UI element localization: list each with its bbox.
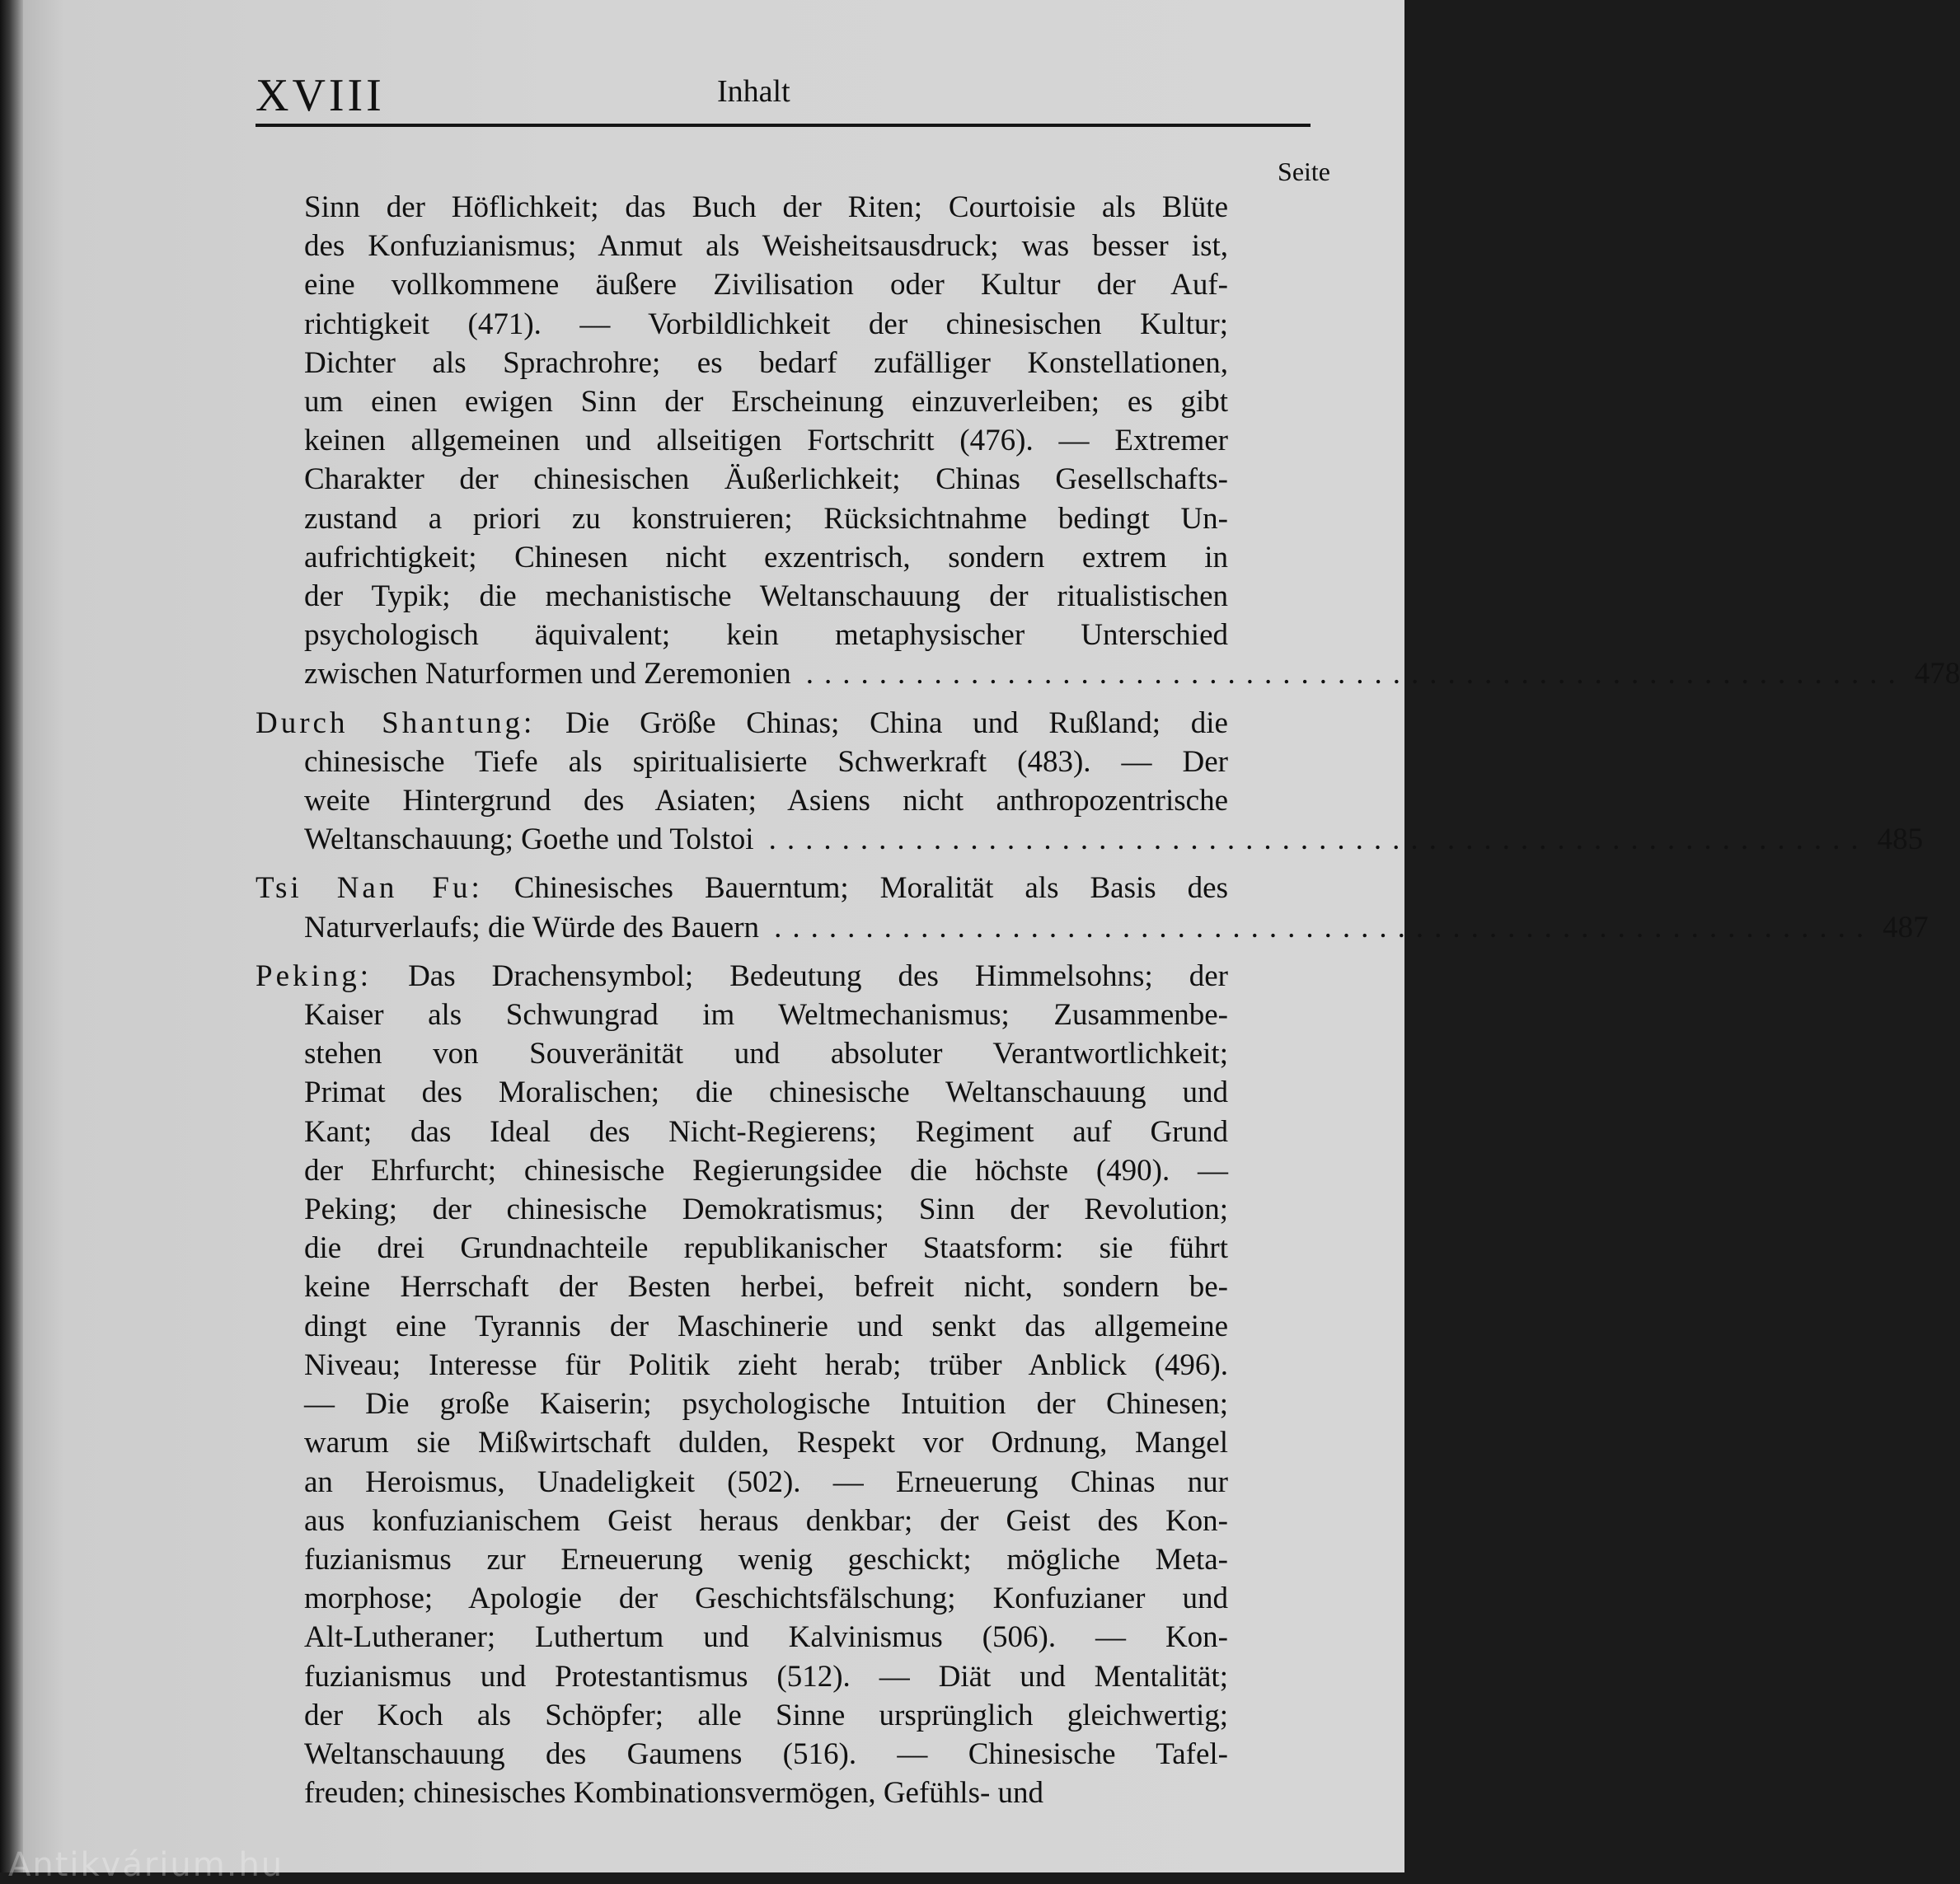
- toc-line: Tsi Nan Fu: Chinesisches Bauerntum; Moralität als Basis des: [256, 871, 1228, 906]
- toc-line-with-page: Naturverlaufs; die Würde des Bauern ............................................................ 487: [256, 908, 1314, 947]
- toc-line: der Typik; die mechanistische Weltanschauung der ritualistischen: [304, 579, 1228, 614]
- toc-line: zustand a priori zu konstruieren; Rücksichtnahme bedingt Un-: [304, 501, 1228, 536]
- toc-line: stehen von Souveränität und absoluter Verantwortlichkeit;: [304, 1037, 1228, 1071]
- toc-line: Peking: Das Drachensymbol; Bedeutung des Himmelsohns; der: [256, 958, 1228, 993]
- toc-line: des Konfuzianismus; Anmut als Weisheitsausdruck; was besser ist,: [304, 229, 1228, 264]
- toc-line: eine vollkommene äußere Zivilisation oder Kultur der Auf-: [304, 268, 1228, 302]
- dot-leader: ............................................................: [774, 910, 1875, 944]
- toc-line: freuden; chinesisches Kombinationsvermögen, Gefühls- und: [304, 1776, 1044, 1811]
- toc-line: keinen allgemeinen und allseitigen Fortschritt (476). — Extremer: [304, 424, 1228, 458]
- toc-heading: Durch Shantung:: [256, 705, 536, 740]
- toc-line: um einen ewigen Sinn der Erscheinung einzuverleiben; es gibt: [304, 385, 1228, 419]
- toc-entry: [256, 957, 1314, 1812]
- running-title: Inhalt: [717, 74, 790, 109]
- toc-line: Sinn der Höflichkeit; das Buch der Riten; Courtoisie als Blüte: [304, 190, 1228, 224]
- toc-line: weite Hintergrund des Asiaten; Asiens nicht anthropozentrische: [304, 784, 1228, 818]
- toc-line: morphose; Apologie der Geschichtsfälschung; Konfuzianer und: [304, 1582, 1228, 1616]
- book-gutter: [0, 0, 23, 1872]
- toc-line: Weltanschauung des Gaumens (516). — Chinesische Tafel-: [304, 1736, 1228, 1771]
- toc-line: Alt-Lutheraner; Luthertum und Kalvinismus (506). — Kon-: [304, 1620, 1228, 1655]
- toc-entry: [256, 869, 1929, 946]
- toc-line: der Ehrfurcht; chinesische Regierungsidee die höchste (490). —: [304, 1153, 1228, 1188]
- toc-line: Niveau; Interesse für Politik zieht herab; trüber Anblick (496).: [304, 1347, 1228, 1382]
- toc-line: chinesische Tiefe als spiritualisierte Schwerkraft (483). — Der: [304, 744, 1228, 779]
- toc-heading: Tsi Nan Fu:: [256, 871, 483, 906]
- toc-line: Primat des Moralischen; die chinesische Weltanschauung und: [304, 1076, 1228, 1110]
- toc-line-with-page: zwischen Naturformen und Zeremonien ............................................................ 478: [256, 654, 1314, 693]
- watermark: Antikvárium.hu: [8, 1846, 284, 1884]
- toc-heading: Peking:: [256, 958, 373, 993]
- header-rule: [256, 124, 1311, 127]
- page-number: XVIII: [256, 70, 385, 121]
- toc-line: der Koch als Schöpfer; alle Sinne ursprünglich gleichwertig;: [304, 1698, 1228, 1732]
- dot-leader: ............................................................: [768, 822, 1869, 857]
- toc-line: Charakter der chinesischen Äußerlichkeit; Chinas Gesellschafts-: [304, 462, 1228, 497]
- toc-line: an Heroismus, Unadeligkeit (502). — Erneuerung Chinas nur: [304, 1465, 1228, 1499]
- page-reference: 487: [1883, 910, 1929, 944]
- toc-line-with-page: Weltanschauung; Goethe und Tolstoi ............................................................ 485: [256, 820, 1314, 859]
- page-reference: 478: [1914, 657, 1960, 691]
- toc-line: richtigkeit (471). — Vorbildlichkeit der chinesischen Kultur;: [304, 307, 1228, 341]
- toc-line: fuzianismus und Protestantismus (512). — Diät und Mentalität;: [304, 1659, 1228, 1694]
- toc-line: Kant; das Ideal des Nicht-Regierens; Regiment auf Grund: [304, 1114, 1228, 1149]
- toc-line: warum sie Mißwirtschaft dulden, Respekt vor Ordnung, Mangel: [304, 1426, 1228, 1460]
- toc-line: Dichter als Sprachrohre; es bedarf zufälliger Konstellationen,: [304, 345, 1228, 380]
- toc-line: aus konfuzianischem Geist heraus denkbar; der Geist des Kon-: [304, 1503, 1228, 1538]
- book-page: [23, 0, 1960, 1872]
- dot-leader: ............................................................: [805, 657, 1906, 691]
- table-of-contents: [256, 188, 1960, 1822]
- toc-line: dingt eine Tyrannis der Maschinerie und senkt das allgemeine: [304, 1309, 1228, 1343]
- toc-line: Peking; der chinesische Demokratismus; Sinn der Revolution;: [304, 1193, 1228, 1227]
- toc-line: — Die große Kaiserin; psychologische Intuition der Chinesen;: [304, 1387, 1228, 1422]
- toc-entry: [256, 704, 1924, 860]
- toc-line: Durch Shantung: Die Größe Chinas; China und Rußland; die: [256, 705, 1228, 740]
- toc-entry: [256, 188, 1960, 694]
- toc-line: aufrichtigkeit; Chinesen nicht exzentrisch, sondern extrem in: [304, 540, 1228, 574]
- page-column-label: Seite: [1278, 157, 1330, 186]
- toc-line: fuzianismus zur Erneuerung wenig geschickt; mögliche Meta-: [304, 1542, 1228, 1577]
- page-reference: 485: [1877, 822, 1924, 857]
- toc-line: keine Herrschaft der Besten herbei, befreit nicht, sondern be-: [304, 1270, 1228, 1305]
- toc-line: die drei Grundnachteile republikanischer Staatsform: sie führt: [304, 1231, 1228, 1266]
- toc-line: psychologisch äquivalent; kein metaphysischer Unterschied: [304, 618, 1228, 653]
- toc-line: Kaiser als Schwungrad im Weltmechanismus; Zusammenbe-: [304, 998, 1228, 1033]
